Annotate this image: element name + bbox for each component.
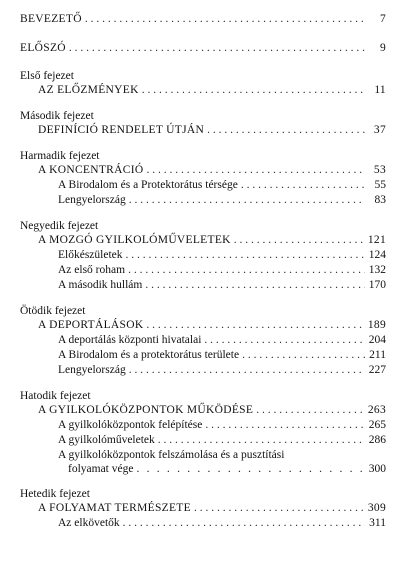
- toc-page-number: 121: [367, 234, 386, 246]
- section-entry[interactable]: [58, 363, 386, 378]
- section-entry[interactable]: [58, 516, 386, 531]
- chapter-title-entry[interactable]: [38, 318, 386, 333]
- chapter-group: [20, 305, 386, 378]
- chapter-title-entry[interactable]: [38, 233, 386, 248]
- chapter-title: A FOLYAMAT TERMÉSZETE: [38, 502, 191, 514]
- chapter-group: [20, 110, 386, 138]
- toc-page-number: 263: [367, 404, 386, 416]
- leader-dots: [129, 363, 365, 378]
- table-of-contents: [20, 12, 386, 531]
- leader-dots: [256, 403, 365, 418]
- section-entry-multiline[interactable]: [58, 448, 386, 476]
- section-entry[interactable]: [58, 193, 386, 208]
- leader-dots: [69, 41, 365, 56]
- chapter-title: DEFINÍCIÓ RENDELET ÚTJÁN: [38, 124, 205, 136]
- section-entry[interactable]: [58, 263, 386, 278]
- chapter-title: AZ ELŐZMÉNYEK: [38, 84, 139, 96]
- leader-dots: [129, 193, 365, 208]
- toc-page-number: 265: [368, 419, 386, 431]
- leader-dots: [145, 278, 365, 293]
- toc-page-number: 9: [379, 42, 386, 54]
- chapter-group: [20, 488, 386, 531]
- toc-page-number: 286: [368, 434, 386, 446]
- toc-page-number: 53: [373, 164, 386, 176]
- toc-page-number: 189: [367, 319, 386, 331]
- leader-dots: [128, 263, 365, 278]
- toc-entry-eloszo[interactable]: [20, 41, 386, 56]
- toc-page-number: 227: [368, 364, 386, 376]
- toc-page-number: 170: [368, 279, 386, 291]
- leader-dots: [146, 163, 365, 178]
- toc-page-number: 132: [368, 264, 386, 276]
- section-title: Az elkövetők: [58, 517, 120, 529]
- leader-dots: [158, 433, 365, 448]
- leader-dots: [241, 178, 365, 193]
- toc-page-number: 7: [379, 13, 386, 25]
- leader-dots: [207, 123, 365, 138]
- section-title: Az első roham: [58, 264, 126, 276]
- chapter-title: A GYILKOLÓKÖZPONTOK MŰKÖDÉSE: [38, 404, 254, 416]
- chapter-title: A MOZGÓ GYILKOLÓMŰVELETEK: [38, 234, 231, 246]
- toc-page-number: 55: [374, 179, 386, 191]
- section-title: Lengyelország: [58, 194, 126, 206]
- toc-entry-label: BEVEZETŐ: [20, 13, 82, 25]
- chapter-title-entry[interactable]: [38, 501, 386, 516]
- chapter-heading: Hetedik fejezet: [20, 488, 90, 500]
- section-title-line2: folyamat vége: [68, 463, 134, 475]
- section-title: A gyilkolóközpontok felépítése: [58, 419, 203, 431]
- toc-page-number: 37: [373, 124, 386, 136]
- chapter-heading: Negyedik fejezet: [20, 220, 99, 232]
- chapter-group: [20, 150, 386, 208]
- chapter-heading: Ötödik fejezet: [20, 305, 86, 317]
- leader-dots: [204, 333, 365, 348]
- section-entry[interactable]: [58, 248, 386, 263]
- toc-page-number: 300: [368, 463, 386, 475]
- leader-dots: [242, 348, 365, 363]
- section-entry[interactable]: [58, 348, 386, 363]
- toc-entry-bevezeto[interactable]: [20, 12, 386, 27]
- toc-page-number: 83: [374, 194, 386, 206]
- section-title: Lengyelország: [58, 364, 126, 376]
- leader-dots: [205, 418, 365, 433]
- section-entry[interactable]: [58, 178, 386, 193]
- section-title: Előkészületek: [58, 249, 123, 261]
- leader-dots: [194, 501, 365, 516]
- chapter-group: [20, 70, 386, 98]
- leader-dots: [85, 12, 365, 27]
- leader-dots: [142, 83, 365, 98]
- toc-page-number: 309: [367, 502, 386, 514]
- chapter-group: [20, 220, 386, 293]
- section-title: A deportálás központi hivatalai: [58, 334, 202, 346]
- chapter-heading: Második fejezet: [20, 110, 94, 122]
- chapter-heading: Harmadik fejezet: [20, 150, 100, 162]
- chapter-heading: Hatodik fejezet: [20, 390, 91, 402]
- section-title: A Birodalom és a Protektorátus térsége: [58, 179, 238, 191]
- toc-page-number: 11: [374, 84, 386, 96]
- toc-page-number: 311: [369, 517, 386, 529]
- toc-page-number: 211: [369, 349, 386, 361]
- section-title-line1: A gyilkolóközpontok felszámolása és a pusztítási: [58, 449, 285, 461]
- leader-dots: [123, 516, 365, 531]
- toc-page-number: 124: [368, 249, 386, 261]
- chapter-heading: Első fejezet: [20, 70, 74, 82]
- section-entry[interactable]: [58, 278, 386, 293]
- section-title: A második hullám: [58, 279, 143, 291]
- chapter-group: [20, 390, 386, 476]
- chapter-title-entry[interactable]: [38, 123, 386, 138]
- section-entry[interactable]: [58, 418, 386, 433]
- section-entry[interactable]: [58, 433, 386, 448]
- chapter-title-entry[interactable]: [38, 83, 386, 98]
- chapter-title-entry[interactable]: [38, 163, 386, 178]
- toc-page-number: 204: [368, 334, 386, 346]
- section-title: A Birodalom és a protektorátus területe: [58, 349, 240, 361]
- section-title: A gyilkolóműveletek: [58, 434, 155, 446]
- leader-dots: [136, 462, 365, 476]
- chapter-title: A DEPORTÁLÁSOK: [38, 319, 144, 331]
- leader-dots: [146, 318, 364, 333]
- chapter-title: A KONCENTRÁCIÓ: [38, 164, 144, 176]
- toc-entry-label: ELŐSZÓ: [20, 42, 66, 54]
- section-entry[interactable]: [58, 333, 386, 348]
- leader-dots: [126, 248, 365, 263]
- leader-dots: [234, 233, 365, 248]
- chapter-title-entry[interactable]: [38, 403, 386, 418]
